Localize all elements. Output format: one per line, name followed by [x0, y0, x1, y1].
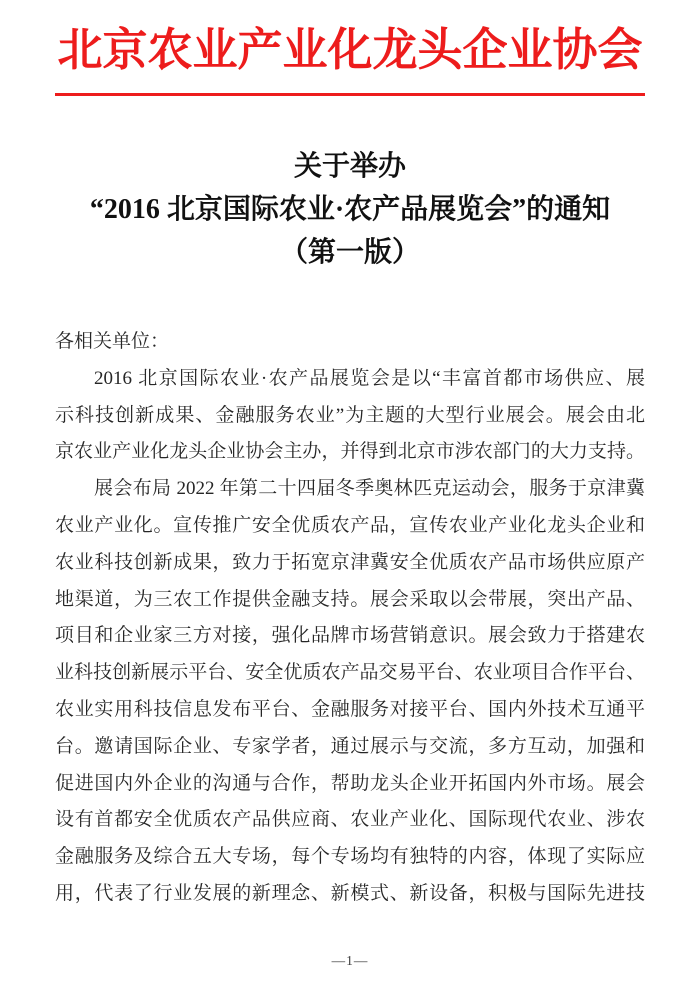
- body-text-line: 农业科技创新成果，致力于拓宽京津冀安全优质农产品市场供应原产: [55, 551, 645, 573]
- body-text-line: 业科技创新展示平台、安全优质农产品交易平台、农业项目合作平台、: [55, 662, 645, 684]
- body-text-line: 农业实用科技信息发布平台、金融服务对接平台、国内外技术互通平: [55, 698, 645, 720]
- masthead-divider: [55, 93, 645, 96]
- org-title: 北京农业产业化龙头企业协会: [57, 25, 643, 75]
- body-text-line: 金融服务及综合五大专场，每个专场均有独特的内容，体现了实际应: [55, 846, 645, 868]
- doc-title-line-3: （第一版）: [279, 237, 420, 268]
- doc-title-line-1: 关于举办: [293, 151, 406, 182]
- body-text-line: 促进国内外企业的沟通与合作，帮助龙头企业开拓国内外市场。展会: [55, 772, 645, 794]
- body-text-line: 京农业产业化龙头企业协会主办，并得到北京市涉农部门的大力支持。: [55, 441, 645, 463]
- body-text-line: 展会布局 2022 年第二十四届冬季奥林匹克运动会，服务于京津冀: [94, 478, 645, 500]
- salutation-line: 各相关单位：: [55, 331, 170, 352]
- page-number: —1—: [331, 953, 369, 968]
- body-text-line: 地渠道，为三农工作提供金融支持。展会采取以会带展，突出产品、: [55, 588, 645, 610]
- body-text-line: 项目和企业家三方对接，强化品牌市场营销意识。展会致力于搭建农: [55, 625, 645, 647]
- body-text-line: 用，代表了行业发展的新理念、新模式、新设备，积极与国际先进技: [55, 882, 645, 904]
- doc-body: [55, 324, 645, 913]
- doc-title-line-2: “2016 北京国际农业·农产品展览会”的通知: [89, 194, 611, 225]
- body-text-line: 台。邀请国际企业、专家学者，通过展示与交流，多方互动，加强和: [55, 735, 645, 757]
- doc-title: [0, 145, 700, 274]
- body-text-line: 示科技创新成果、金融服务农业”为主题的大型行业展会。展会由北: [55, 404, 645, 426]
- body-text-line: 2016 北京国际农业·农产品展览会是以“丰富首都市场供应、展: [94, 367, 645, 389]
- body-text-line: 设有首都安全优质农产品供应商、农业产业化、国际现代农业、涉农: [55, 809, 645, 831]
- body-text-line: 农业产业化。宣传推广安全优质农产品，宣传农业产业化龙头企业和: [55, 514, 645, 536]
- masthead: [0, 0, 700, 96]
- page-footer: [0, 952, 700, 970]
